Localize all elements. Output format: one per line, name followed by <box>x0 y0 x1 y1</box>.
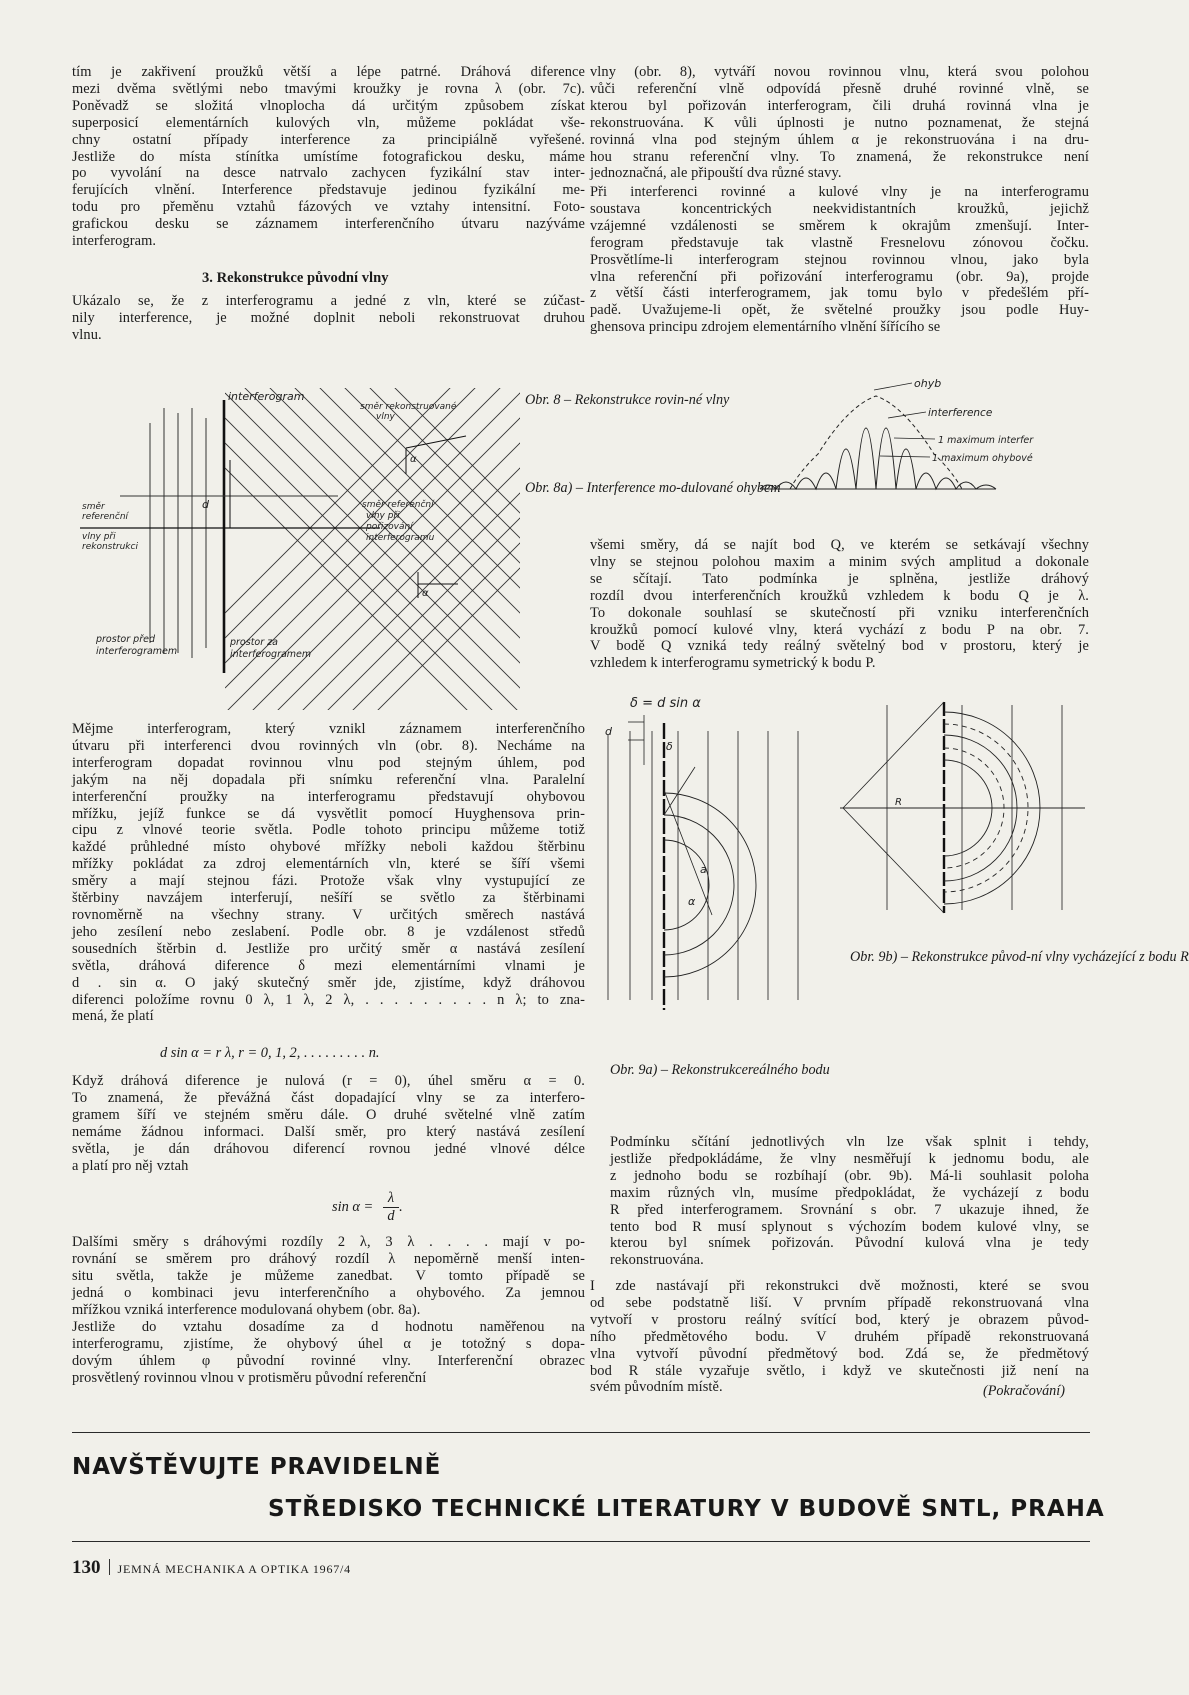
figure-8-caption <box>525 392 745 409</box>
text-line: vlny se stejnou polohou maxim a minim svých amplitud a dokonale <box>590 553 1089 570</box>
text-line: kterou byl snímek pořizován. Původní kulová vlna je tedy <box>610 1235 1089 1252</box>
text-line: bod R stále vyzařuje světlo, i když ve skutečnosti již není na <box>590 1362 1089 1379</box>
text-line: To znamená, že převážná část dopadající vlny se za interfero- <box>72 1089 585 1106</box>
text-line: vlna referenční při pořizování interferogramu (obr. 9a), projde <box>590 268 1089 285</box>
text-line: od sebe podstatně liší. V prvním případě rekonstruovaná vlna <box>590 1294 1089 1311</box>
text-line: Obr. 8a) – Interference mo- <box>525 480 681 496</box>
text-line: hou stranu referenční vlny. To znamená, že rekonstrukce není <box>590 148 1089 165</box>
text-line: mená, že platí <box>72 1008 154 1025</box>
text-line: se sčítají. Tato podmínka je splněna, jestliže dráhový <box>590 570 1089 587</box>
text-line: Prosvětlíme-li interferogram stejnou rovinnou vlnou, jako byla <box>590 251 1089 268</box>
text-line: Jestliže do vztahu dosadíme za d hodnotu naměřenou na <box>72 1319 585 1335</box>
paragraph-col1-zero-order <box>72 1073 585 1174</box>
formula-sin-alpha-lhs: sin α = <box>332 1199 374 1215</box>
formula-sin-alpha-denominator: d <box>387 1208 395 1224</box>
label-max-interference: 1 maximum interfer <box>938 435 1034 446</box>
text-line: vytvoří v prostoru reálný svítící bod, který je obrazem původ- <box>590 1311 1089 1328</box>
text-line: sousedních štěrbin d. Jestliže pro určitý směr α nastává zesílení <box>72 940 585 957</box>
text-line: Při interferenci rovinné a kulové vlny je na interferogramu <box>590 184 1089 200</box>
text-line: tento bod R musí splynout s výchozím bodem kulové vlny, se <box>610 1218 1089 1235</box>
figure-8-reconstruction-plane-wave <box>80 388 520 710</box>
formula-sin-alpha-numerator: λ <box>383 1190 399 1208</box>
text-line: mřížku, jejíž funkce se dá vysvětlit pomocí Huyghensova prin- <box>72 805 585 822</box>
text-line: světla, dráhová diference δ mezi elementárními vlnami je <box>72 957 585 974</box>
text-line: chny ostatní případy interference za principiálně vyřešené. <box>72 131 585 148</box>
figure-9a-caption <box>610 1062 830 1079</box>
label-space-before-2: interferogramem <box>96 646 178 657</box>
label-r: R <box>895 797 902 808</box>
text-line: rekonstruována. <box>610 1252 704 1269</box>
paragraph-col2-two-options <box>590 1278 1089 1396</box>
text-line: superposicí elementárních kulových vln, můžeme pokládat vše- <box>72 114 585 131</box>
text-line: z větší části interferogramem, jak tomu bylo v předešlém pří- <box>590 285 1089 302</box>
paragraph-col2-plane-wave <box>590 64 1089 182</box>
paragraph-col1-higher-orders <box>72 1234 585 1319</box>
text-line: Jestliže do místa stínítka umístíme fotografickou desku, máme <box>72 148 585 165</box>
text-line: vlnu. <box>72 326 102 343</box>
text-line: Obr. 9b) – Rekonstrukce původ- <box>850 949 1031 965</box>
paragraph-col1-grating <box>72 721 585 1025</box>
text-line: jedná o kombinaci jevu interferenčního a ohybového. Za jemnou <box>72 1284 585 1301</box>
label-reference-direction-right-2: vlny při <box>366 511 400 521</box>
label-space-before: prostor před <box>96 634 155 645</box>
text-line: mřížkou vzniká interference modulovaná ohybem (obr. 8a). <box>72 1301 421 1318</box>
text-line: I zde nastávají při rekonstrukci dvě možnosti, které se svou <box>590 1278 1089 1294</box>
text-line: kroužků pomocí kulové vlny, která vychází z bodu P na obr. 7. <box>590 621 1089 638</box>
text-line: interferenční proužky na interferogramu představují ohybovou <box>72 788 585 805</box>
text-line: Ukázalo se, že z interferogramu a jedné z vln, které se zúčast- <box>72 293 585 309</box>
text-line: každé průhledné místo ohybové mřížky neboli každou štěrbinu <box>72 839 585 856</box>
text-line: po vyvolání na desce natrvalo zachycen fyzikální stav inter- <box>72 165 585 182</box>
paragraph-col2-diverging <box>610 1134 1089 1269</box>
text-line: vzájemné vzdálenosti se směrem k okrajům zmenšují. Inter- <box>590 217 1089 234</box>
text-line: prosvětlený rovinnou vlnou v protisměru původní referenční <box>72 1369 427 1386</box>
figure-8a-diffraction-modulated-interference <box>760 376 1100 501</box>
text-line: diferenci položíme rovnu 0 λ, 1 λ, 2 λ, . . . . . . . . . n λ; to zna- <box>72 991 585 1008</box>
text-line: jednoznačná, ale připouští dva různé stavy. <box>590 165 842 182</box>
label-a: a <box>700 863 707 876</box>
label-max-diffraction: 1 maximum ohybové <box>932 453 1033 464</box>
figure-8a-caption <box>525 480 781 497</box>
label-reconstructed-direction-2: vlny <box>376 412 395 422</box>
text-line: vlna vytvoří původní předmětový bod. Zdá se, že předmětový <box>590 1345 1089 1362</box>
journal-title: JEMNÁ MECHANIKA A OPTIKA 1967/4 <box>117 1562 351 1576</box>
text-line: z jednoho bodu se rozbíhají (obr. 9b). Má-li souhlasit poloha <box>610 1167 1089 1184</box>
text-line: jakým na něj dopadala při snímku referenční vlna. Paralelní <box>72 771 585 788</box>
text-line: Podmínku sčítání jednotlivých vln lze však splnit i tehdy, <box>610 1134 1089 1150</box>
text-line: mřížky pokládat za zdroj elementárních vln, které se šíří všemi <box>72 856 585 873</box>
label-delta-formula: δ = d sin α <box>630 696 701 711</box>
banner-line-2: STŘEDISKO TECHNICKÉ LITERATURY V BUDOVĚ SNTL, PRAHA <box>268 1496 1105 1522</box>
text-line: vzhledem k interferogramu symetrický k bodu P. <box>590 655 876 672</box>
label-reference-direction-right: směr referenční <box>362 500 434 510</box>
text-line: Obr. 9a) – Rekonstrukce <box>610 1062 748 1078</box>
text-line: ního předmětového bodu. V druhém případě rekonstruovaná <box>590 1328 1089 1345</box>
text-line: tím je zakřivení proužků větší a lépe patrné. Dráhová diference <box>72 64 585 80</box>
banner-line-1: NAVŠTĚVUJTE PRAVIDELNĚ <box>72 1454 442 1480</box>
text-line: Mějme interferogram, který vznikl záznamem interferenčního <box>72 721 585 737</box>
paragraph-col1-intro <box>72 64 585 250</box>
paragraph-col2-spherical-wave <box>590 184 1089 336</box>
page-number: 130 <box>72 1557 101 1578</box>
figure-9a-reconstruction-real-point <box>600 695 820 1015</box>
label-reconstructed-direction: směr rekonstruované <box>360 402 457 412</box>
text-line: interferogramu, zjistíme, že ohybový úhel α je totožný s dopa- <box>72 1335 585 1352</box>
formula-sin-alpha: sin α = $\frac{\lambda}{d}$ . <box>332 1190 403 1224</box>
text-line: mezi dvěma světlými nebo tmavými kroužky je rovna λ (obr. 7c). <box>72 80 585 97</box>
section-heading: 3. Rekonstrukce původní vlny <box>202 270 389 286</box>
label-space-behind: prostor za <box>230 637 278 648</box>
label-interferogram: interferogram <box>228 390 305 403</box>
text-line: nemáme žádnou informaci. Další směr, pro který nastává zesílení <box>72 1123 585 1140</box>
label-d: d <box>605 725 612 738</box>
text-line: vlny (obr. 8), vytváří novou rovinnou vlnu, která svou polohou <box>590 64 1089 80</box>
text-line: interferogram dopadat rovinnou vlnu pod stejným úhlem, pod <box>72 754 585 771</box>
text-line: směry a mají stejnou fázi. Protože však vlny vystupující ze <box>72 873 585 890</box>
text-line: kterou byl pořizován interferogram, čili druhá rovinná vlna je <box>590 97 1089 114</box>
text-line: dovým úhlem φ původní rovinné vlny. Interferenční obrazec <box>72 1352 585 1369</box>
text-line: situ světla, takže je můžeme zanedbat. V tomto případě se <box>72 1267 585 1284</box>
text-line: ghensova principu zdrojem elementárního vlnění šířícího se <box>590 319 941 336</box>
text-line: R před interferogramem. Srovnání s obr. 7 ukazuje ihned, že <box>610 1201 1089 1218</box>
text-line: Dalšími směry s dráhovými rozdíly 2 λ, 3 λ . . . . mají v po- <box>72 1234 585 1250</box>
text-line: V bodě Q vzniká tedy reálný světelný bod v prostoru, který je <box>590 638 1089 655</box>
continued-note: (Pokračování) <box>983 1383 1065 1399</box>
text-line: reálného bodu <box>747 1062 830 1078</box>
text-line: soustava koncentrických neekvidistantních kroužků, jejichž <box>590 200 1089 217</box>
text-line: rozdíl dvou interferenčních kroužků vzhledem k bodu Q je λ. <box>590 587 1089 604</box>
text-line: maxim různých vln, musíme předpokládat, že vycházejí z bodu <box>610 1184 1089 1201</box>
text-line: vůči referenční vlně odpovídá přesně druhé rovinné vlně, se <box>590 80 1089 97</box>
text-line: útvaru při interferenci dvou rovinných vln (obr. 8). Necháme na <box>72 737 585 754</box>
label-wave-reconstruction-2: rekonstrukci <box>82 542 138 552</box>
paragraph-col1-reconstruction <box>72 293 585 344</box>
label-reference-direction-right-3: pořizování <box>366 522 413 532</box>
label-interference: interference <box>928 407 993 419</box>
label-delta: δ <box>666 740 673 753</box>
text-line: ferujících vlnění. Interference představuje jedinou fyzikální me- <box>72 182 585 199</box>
text-line: né vlny <box>688 392 730 408</box>
text-line: a platí pro něj vztah <box>72 1157 189 1174</box>
text-line: Když dráhová diference je nulová (r = 0), úhel směru α = 0. <box>72 1073 585 1089</box>
label-reference-direction: směr <box>82 502 105 512</box>
text-line: svém původním místě. <box>590 1379 723 1396</box>
text-line: d . sin α. O jaký skutečný směr jde, zjistíme, když dráhovou <box>72 974 585 991</box>
text-line: To dokonale souhlasí se skutečností při vzniku interferenčních <box>590 604 1089 621</box>
text-line: rekonstruována. K vůli úplnosti je nutno poznamenat, že stejná <box>590 114 1089 131</box>
label-alpha-bottom: α <box>422 588 429 599</box>
text-line: grafickou desku se záznamem interferenčního útvaru nazýváme <box>72 216 585 233</box>
label-alpha: α <box>688 895 696 908</box>
label-alpha-top: α <box>410 454 417 465</box>
label-d: d <box>202 498 209 511</box>
text-line: Obr. 8 – Rekonstrukce rovin- <box>525 392 689 408</box>
label-wave-reconstruction: vlny při <box>82 532 116 542</box>
text-line: gramem šíří ve stejném směru dále. O druhé světelné vlně zatím <box>72 1106 585 1123</box>
text-line: todu pro přeměnu vztahů fázových ve vztahy intensitní. Foto- <box>72 199 585 216</box>
text-line: všemi směry, dá se najít bod Q, ve kterém se setkávají všechny <box>590 537 1089 553</box>
formula-grating-equation: d sin α = r λ, r = 0, 1, 2, . . . . . . . . . n. <box>160 1045 380 1061</box>
text-line: cipu z vlnové teorie světla. Podle tohoto principu můžeme totiž <box>72 822 585 839</box>
text-line: světla, je dán dráhovou diferencí rovnou jedné vlnové délce <box>72 1140 585 1157</box>
text-line: rovinná vlna pod stejným úhlem α je rekonstruována i na dru- <box>590 131 1089 148</box>
text-line: rovnání se směrem pro dráhový rozdíl λ nepoměrně menší inten- <box>72 1250 585 1267</box>
text-line: ferogram představuje tak vlastně Fresnelovu zónovou čočku. <box>590 234 1089 251</box>
label-space-behind-2: interferogramem <box>230 649 312 660</box>
text-line: interferogram. <box>72 233 157 250</box>
banner-rule-bottom <box>72 1541 1090 1542</box>
figure-9b-reconstruction-from-point-r <box>840 700 1085 915</box>
text-line: dulované ohybem <box>680 480 781 496</box>
label-ohyb: ohyb <box>914 377 942 390</box>
text-line: ní vlny vycházející z bodu R <box>1030 949 1189 965</box>
paragraph-col2-point-q <box>590 537 1089 672</box>
banner-rule-top <box>72 1432 1090 1433</box>
text-line: jeho zesílení nebo zeslabení. Podle obr. 8 je vzdálenost středů <box>72 923 585 940</box>
paragraph-col1-angle <box>72 1319 585 1387</box>
figure-9b-caption <box>850 949 1189 966</box>
text-line: nily interference, je možné doplnit neboli rekonstruovat druhou <box>72 309 585 326</box>
footer-divider <box>109 1559 110 1575</box>
label-reference-direction-2: referenční <box>82 512 129 522</box>
text-line: rovnoměrně na všechny strany. V určitých směrech nastává <box>72 906 585 923</box>
text-line: štěrbiny navzájem interferují, nešíří se světlo za štěrbinami <box>72 890 585 907</box>
text-line: padě. Uvažujeme-li opět, že světelné proužky jsou podle Huy- <box>590 302 1089 319</box>
text-line: jestliže předpokládáme, že vlny nesměřují k jednomu bodu, ale <box>610 1150 1089 1167</box>
text-line: Poněvadž se složitá vlnoplocha dá určitým způsobem získat <box>72 97 585 114</box>
page-footer <box>72 1557 351 1579</box>
label-reference-direction-right-4: interferogramu <box>366 533 435 543</box>
